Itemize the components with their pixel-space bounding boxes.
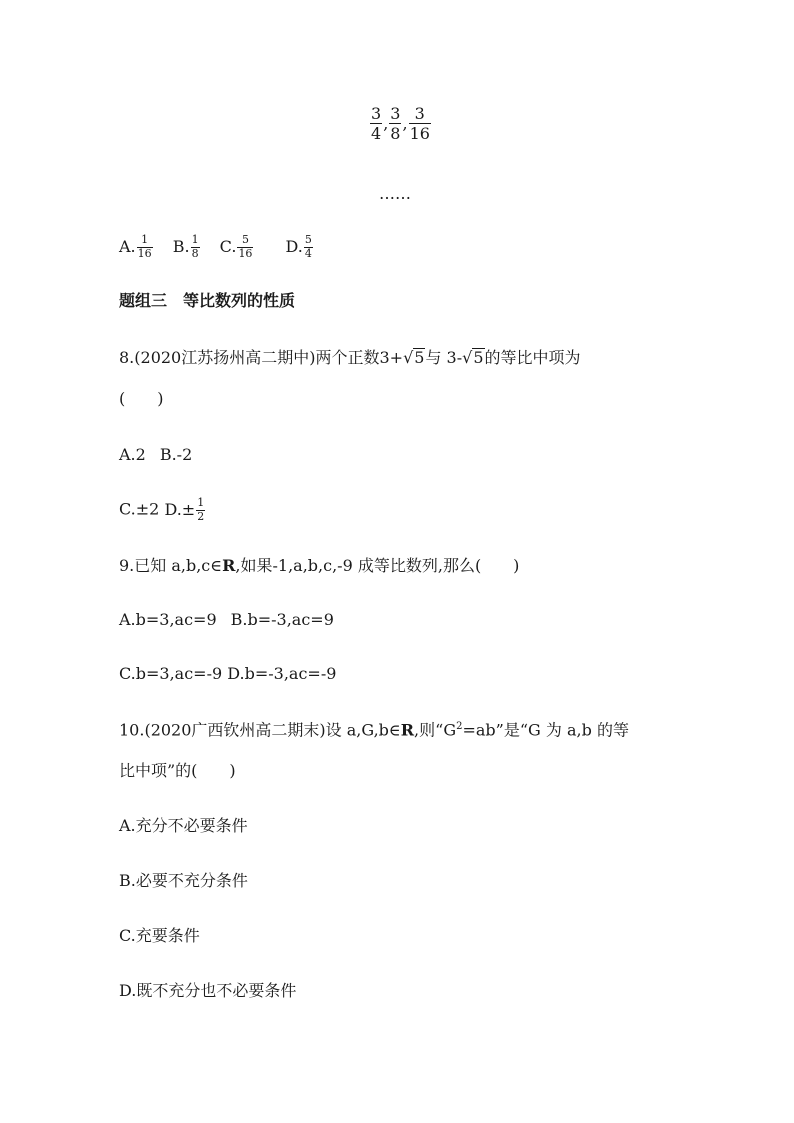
q9-options-cd [119,666,336,682]
q10-stem-line2: 比中项”的( ) [119,761,236,780]
option-b[interactable]: B.-2 [159,445,193,464]
option-a[interactable]: A.b=3,ac=9 [119,610,217,629]
q9-options-ab [119,612,334,628]
q10-stem: 10.(2020广西钦州高二期末)设 a,G,b∈R,则“$G^2=ab$”是“G 为 a,b 的等 [119,720,629,740]
option-b[interactable]: B. $\frac{1}{8}$ [172,233,199,260]
option-c[interactable]: C.b=3,ac=-9 [119,664,223,683]
option-d[interactable]: D. $\frac{5}{4}$ [285,233,312,260]
q8-options-ab [119,447,192,463]
ellipsis: …… [379,184,411,203]
q7-options [119,234,314,260]
option-c[interactable]: C.充要条件 [119,926,200,945]
fraction: $\frac{3}{4}$ [371,104,382,144]
option-a[interactable]: A. $\frac{1}{16}$ [119,233,152,260]
q8-stem: 8.(2020江苏扬州高二期中)两个正数3+√5与 3-√5的等比中项为 [119,348,581,367]
option-a[interactable]: A.充分不必要条件 [119,816,248,835]
option-b[interactable]: B.b=-3,ac=9 [230,610,334,629]
sequence-fractions: $\frac{3}{4}$ , $\frac{3}{8}$ , $\frac{3}{16}$ [371,104,430,144]
fraction: $\frac{3}{8}$ [390,104,401,144]
option-d[interactable]: D.b=-3,ac=-9 [227,664,337,683]
option-a[interactable]: A.2 [119,445,146,464]
q9-stem: 9.已知 a,b,c∈R,如果-1,a,b,c,-9 成等比数列,那么( ) [119,556,520,575]
option-d[interactable]: D.既不充分也不必要条件 [119,981,297,1000]
option-c[interactable]: C. $\frac{5}{16}$ [219,233,253,260]
sqrt-symbol: √5 [462,348,484,367]
q8-paren: ( ) [119,389,164,408]
option-d[interactable]: D.± $\frac{1}{2}$ [164,496,205,523]
option-b[interactable]: B.必要不充分条件 [119,871,248,890]
section-heading: 题组三 等比数列的性质 [119,291,296,310]
sqrt-symbol: √5 [403,348,425,367]
option-c[interactable]: C.±2 [119,499,160,519]
q8-options-cd [119,497,206,523]
fraction: $\frac{3}{16}$ [409,104,430,144]
